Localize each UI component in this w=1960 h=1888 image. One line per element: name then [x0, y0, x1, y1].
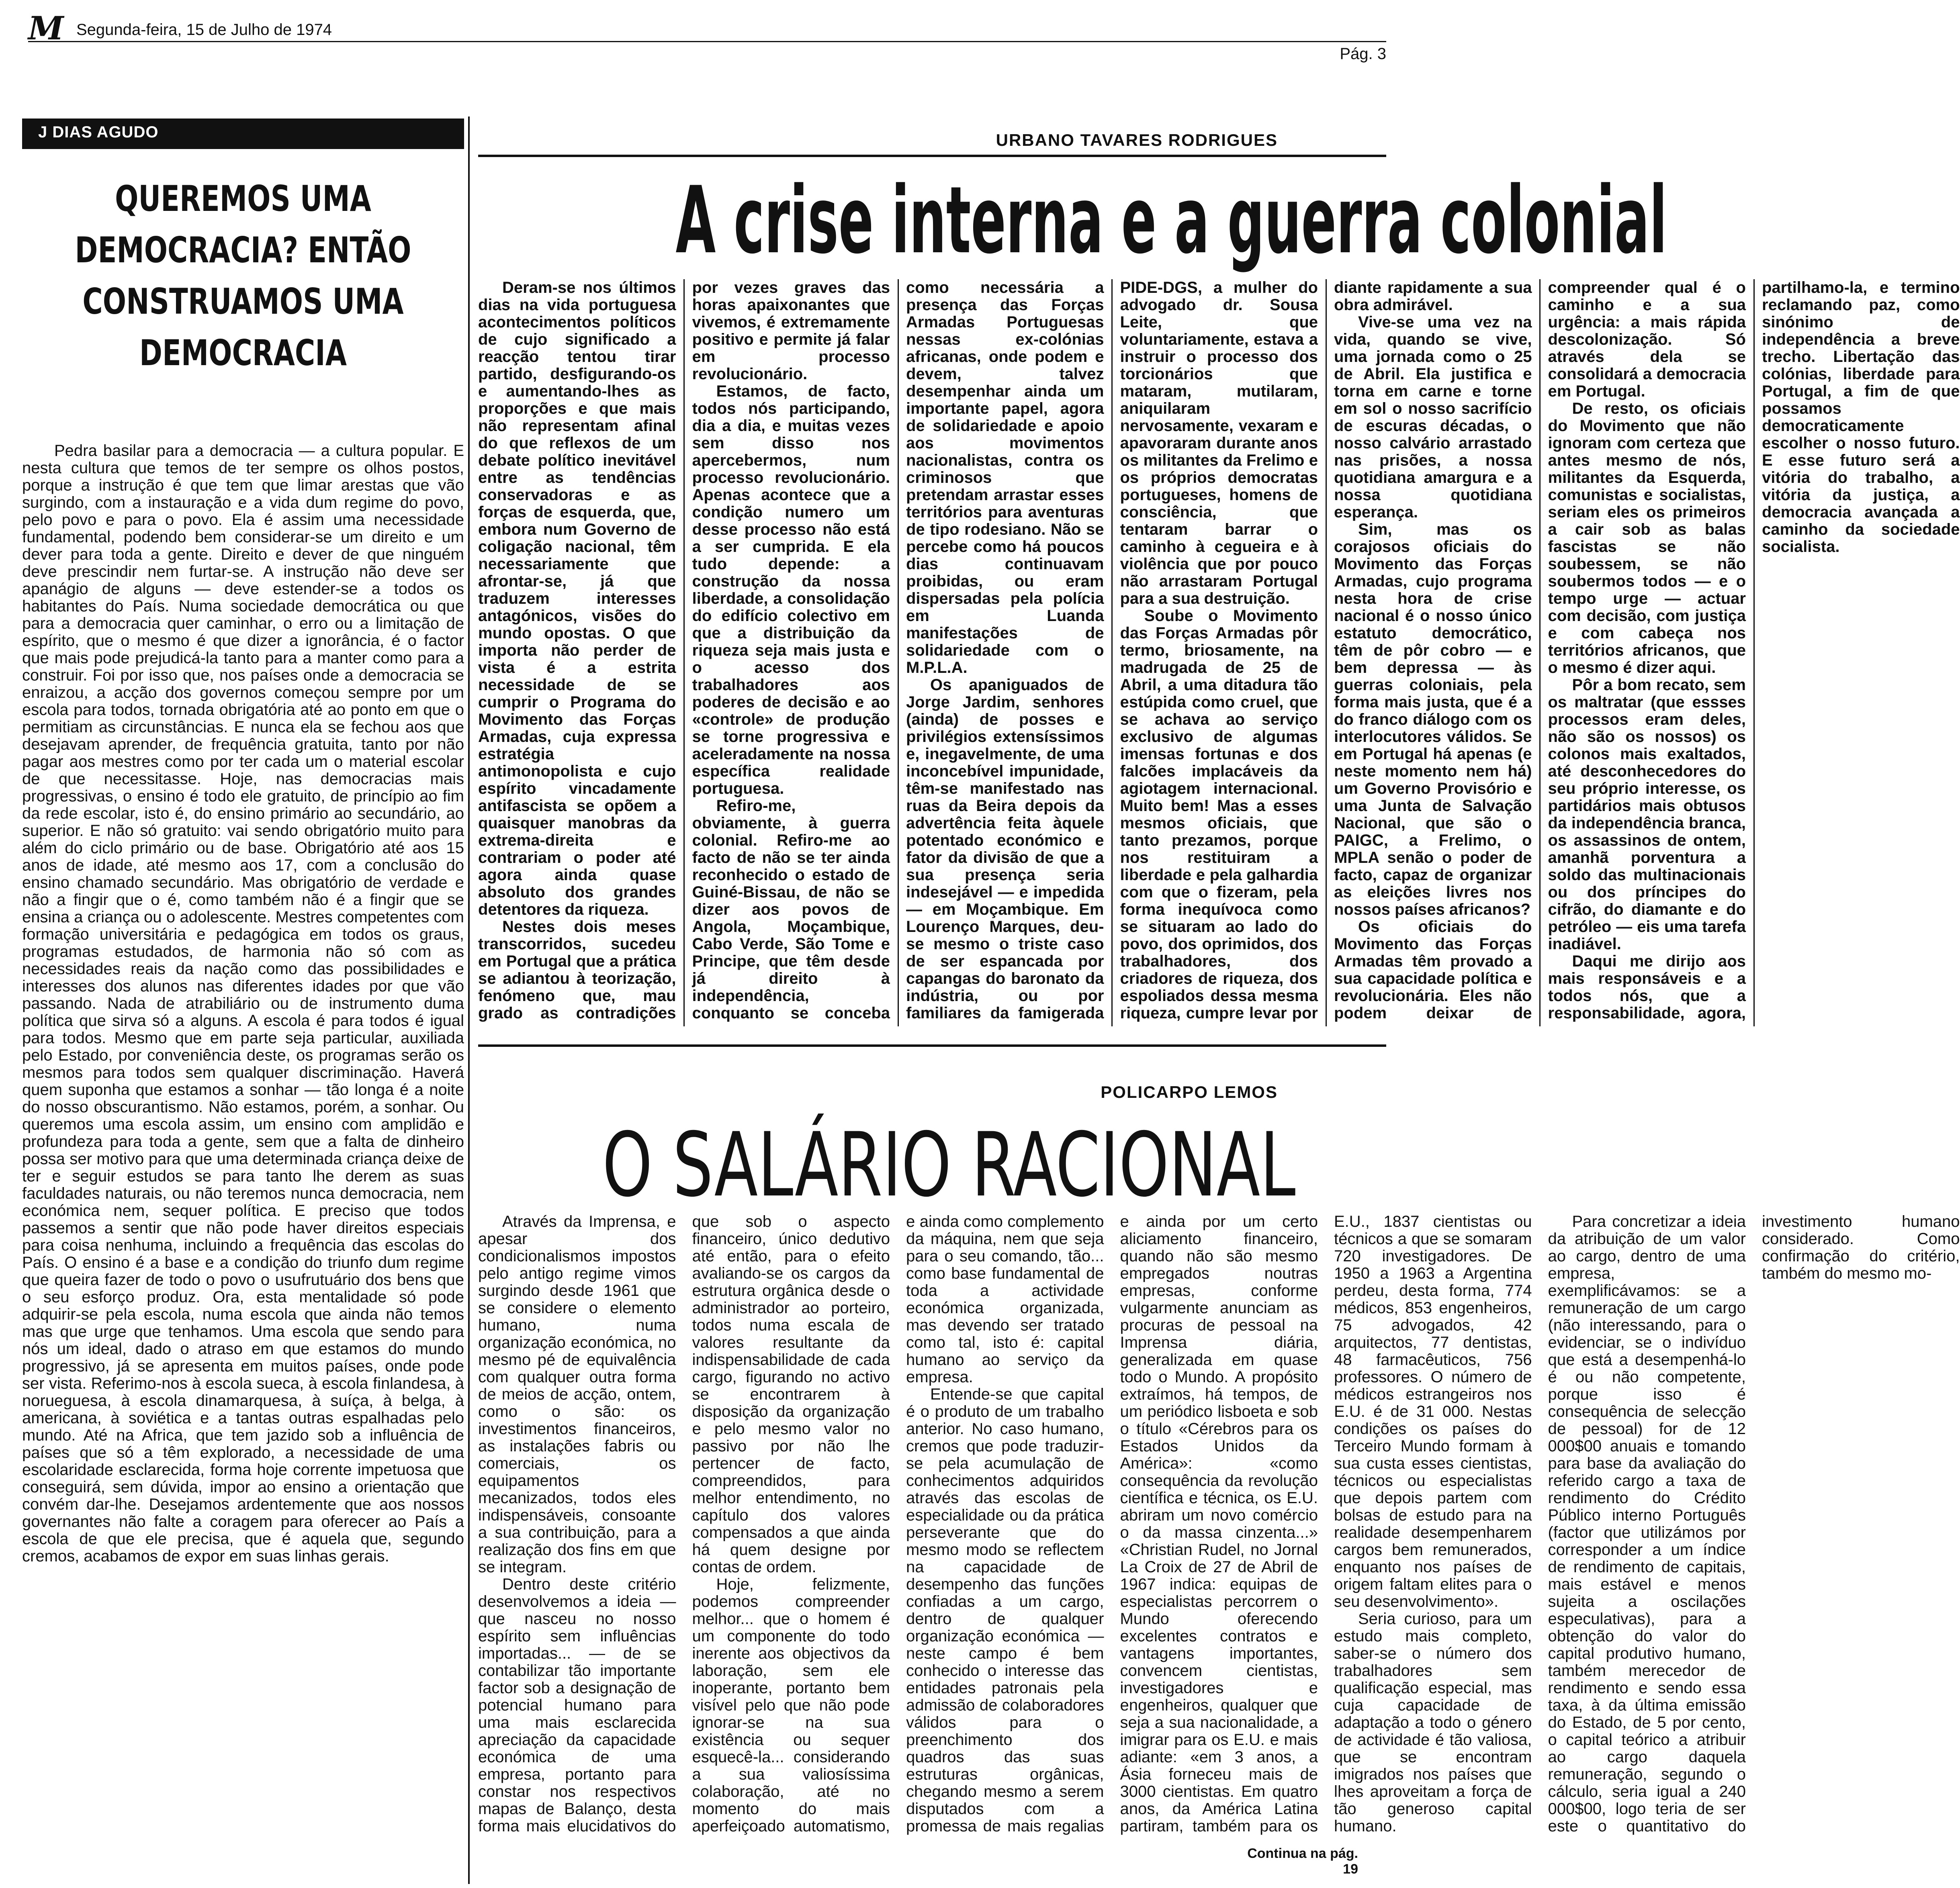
bottom-article-paragraph: Para concretizar a ideia da atribuição de um valor ao cargo, dentro de uma empresa, exemplificávamos: se a remuneração de um cargo (não interessando, para o evidenciar, se o indivíduo que está a desempenhá-lo é ou não competente, porque isso é consequência de selecção de pessoal) for de 12 000$00 anuais e tomando para base da avaliação do referido cargo a taxa de rendimento do Crédito Público interno Português (factor que utilizámos por corresponder a um índice de rendimento de capitais, mais estável e menos sujeita a oscilações especulativas), para a obtenção do valor do capital produtivo humano, também merecedor de rendimento e sendo essa taxa, à da última emissão do Estado, de 5 por cento, o capital teórico a atribuir ao cargo daquela remuneração, segundo o cálculo, seria igual a 240 000$00, logo teria de ser este o quantitativo do investimento humano considerado. Como confirmação do critério, também do mesmo mo-	[1548, 1213, 1960, 1835]
top-article-body	[478, 279, 1960, 1026]
top-article-paragraph: Os oficiais do Movimento das Forças Armadas têm provado a sua capacidade política e revolucionária. Eles não podem deixar de compreender qual é o caminho e a sua urgência: a mais rápida descolonização. Só através dela se consolidará a democracia em Portugal.	[1334, 279, 1746, 1022]
top-article-paragraph: Deram-se nos últimos dias na vida portuguesa acontecimentos políticos de cujo significado a reacção tentou tirar partido, desfigurando-os e aumentando-lhes as proporções e que mais não representam afinal do que reflexos de um debate político inevitável entre as tendências conservadoras e as forças de esquerda, que, embora num Governo de coligação nacional, têm necessariamente que afrontar-se, já que traduzem interesses antagónicos, visões do mundo opostas. O que importa não perder de vista é a estrita necessidade de se cumprir o Programa do Movimento das Forças Armadas, cuja expressa estratégia antimonopolista e cujo espírito vincadamente antifascista se opõem a quaisquer manobras da extrema-direita e contrariam o poder até agora ainda quase absoluto dos grandes detentores da riqueza.	[478, 279, 676, 918]
left-article	[22, 119, 464, 1856]
page-number: Pág. 3	[1340, 45, 1386, 63]
header-rule	[28, 41, 1386, 42]
top-article-paragraph: Os apaniguados de Jorge Jardim, senhores (ainda) de posses e privilégios extensíssimos e, inegavelmente, de uma inconcebível impunidade, têm-se manifestado nas ruas da Beira depois da advertência feita àquele potentado económico e fator da divisão de que a sua presença seria indesejável — e impedida — em Moçambique. Em Lourenço Marques, deu-se mesmo o triste caso de ser espancada por capangas do baronato da indústria, ou por familiares da famigerada PIDE-DGS, a mulher do advogado dr. Sousa Leite, que voluntariamente, estava a instruir o processo dos torcionários que mataram, mutilaram, aniquilaram nervosamente, vexaram e apavoraram durante anos os militantes da Frelimo e os próprios democratas portugueses, homens de consciência, que tentaram barrar o caminho à cegueira e à violência que por pouco não arrastaram Portugal para a sua destruição.	[906, 279, 1318, 1022]
top-article-paragraph: Vive-se uma vez na vida, quando se vive, uma jornada como o 25 de Abril. Ela justifica e torna em carne e torne em sol o nosso sacrifício de escuras décadas, o nosso calvário arrastado nas prisões, a nossa quotidiana amargura e a nossa quotidiana esperança.	[1334, 313, 1532, 521]
left-article-body: Pedra basilar para a democracia — a cultura popular. E nesta cultura que temos de ter sempre os olhos postos, porque a instrução é que tem que limar arestas que vão surgindo, com a instauração e a vida dum regime do povo, pelo povo e para o povo. Ela é assim uma necessidade fundamental, podendo bem considerar-se um direito e um dever para toda a gente. Direito e dever de que ninguém deve prescindir nem furtar-se. A instrução não deve ser apanágio de alguns — deve estender-se a todos os habitantes do País. Numa sociedade democrática ou que para a democracia quer caminhar, o erro ou a limitação de espírito, que o mesmo é que dizer a ignorância, é o factor que mais pode prejudicá-la tanto para a manter como para a construir. Foi por isso que, nos países onde a democracia se enraizou, a acção dos governos começou sempre por um escola para todos, tornada obrigatória até ao ponto em que o permitiam as circunstâncias. E nunca ela se fechou aos que desejavam aprender, de frequência gratuita, tanto por não pagar aos mestres como por ter cada um o material escolar de que necessitasse. Hoje, nas democracias mais progressivas, o ensino é todo ele gratuito, de princípio ao fim da rede escolar, isto é, do ensino primário ao secundário, ao superior. E não só gratuito: vai sendo obrigatório muito para além do ciclo primário ou de base. Obrigatório até aos 15 anos de idade, até mesmo aos 17, com a conclusão do ensino chamado secundário. Mas obrigatório de verdade e não a fingir que o é, como também não é a fingir que se ensina a criança ou o adolescente. Mestres competentes com formação universitária e pedagógica em todos os graus, programas estudados, de harmonia não só com as necessidades reais da nação como das possibilidades e interesses dos alunos nas diferentes idades por que vão passando. Nada de atrabiliário ou de instrumento duma política que sirva só a alguns. A escola é para todos é igual para todos. Mesmo que em parte seja particular, auxiliada pelo Estado, por conveniência deste, os programas serão os mesmos para todos sem qualquer discriminação. Haverá quem suponha que estamos a sonhar — tão longa é a noite do nosso obscurantismo. Não estamos, porém, a sonhar. Ou queremos uma escola assim, um ensino com amplidão e profundeza para toda a gente, sem que a falta de dinheiro possa ser motivo para que uma determinada criança deixe de ter e seguir estudos se para tanto lhe derem as suas faculdades naturais, ou não teremos nunca democracia, nem económica nem, sequer política. E preciso que todos passemos a sentir que não pode haver direitos especiais para coisa nenhuma, incluindo a frequência das escolas do País. O ensino é a base e a condição do triunfo dum regime que queira fazer de todo o povo o usufrutuário dos bens que o seu esforço produz. Ora, esta mentalidade só pode adquirir-se pela escola, numa escola que ainda não temos mas que urge que tenhamos. Uma escola que sendo para nós um ideal, dado o atraso em que estamos do mundo progressivo, já se apresenta em muitos países, onde pode ser vista. Referimo-nos à escola sueca, à escola finlandesa, à norueguesa, à escola dinamarquesa, à suíça, à belga, à americana, à soviética e a tantas outras espalhadas pelo mundo. Até na Africa, que tem jazido sob a influência de países que só a têm explorado, a necessidade de uma escolaridade esclarecida, forma hoje corrente impetuosa que conseguirá, sem dúvida, impor ao ensino a orientação que convém dar-lhe. Desejamos ardentemente que aos nossos governantes não falte a coragem para oferecer ao País a escola de que ele precisa, que é aquela que, segundo cremos, acabamos de expor em suas linhas gerais.	[22, 442, 464, 1565]
bottom-article-headline: O SALÁRIO RACIONAL	[602, 1114, 1296, 1216]
top-article-paragraph: Sim, mas os corajosos oficiais do Movimento das Forças Armadas, cujo programa nesta hora de crise nacional é o nosso único estatuto democrático, têm de pôr cobro — e bem depressa — às guerras coloniais, pela forma mais justa, que é a do franco diálogo com os interlocutores válidos. Se em Portugal há apenas (e neste momento nem há) um Governo Provisório e uma Junta de Salvação Nacional, que são o PAIGC, a Frelimo, o MPLA senão o poder de facto, capaz de organizar as eleições livres nos nossos países africanos?	[1334, 521, 1532, 918]
issue-date: Segunda-feira, 15 de Julho de 1974	[76, 21, 332, 39]
top-article-paragraph: Nestes dois meses transcorridos, sucedeu em Portugal que a prática se adiantou à teorização, fenómeno que, mau grado as contradições por vezes graves das horas apaixonantes que vivemos, é extremamente positivo e permite já falar em processo revolucionário.	[478, 279, 890, 1022]
continued-on-page: Continua na pág. 19	[1247, 1846, 1358, 1877]
bottom-article-paragraph: Entende-se que capital é o produto de um trabalho anterior. No caso humano, cremos que pode traduzir-se pela acumulação de conhecimentos adquiridos através das escolas de especialidade ou da prática perseverante que do mesmo modo se reflectem na capacidade de desempenho das funções confiadas a um cargo, dentro de qualquer organização económica — neste campo é bem conhecido o interesse das entidades patronais pela admissão de colaboradores válidos para o preenchimento dos quadros das suas estruturas orgânicas, chegando mesmo a serem disputados com a promessa de mais regalias e ainda por um certo aliciamento financeiro, quando não são mesmo empregados noutras empresas, conforme vulgarmente anunciam as procuras de pessoal na Imprensa diária, generalizada em quase todo o Mundo. A propósito extraímos, há tempos, de um periódico lisboeta e sob o título «Cérebros para os Estados Unidos da América»: «como consequência da revolução científica e técnica, os E.U. abriram um novo comércio o da massa cinzenta...» «Christian Rudel, no Jornal La Croix de 27 de Abril de 1967 indica: equipas de especialistas percorrem o Mundo oferecendo excelentes contratos e vantagens importantes, convencem cientistas, investigadores e engenheiros, qualquer que seja a sua nacionalidade, a imigrar para os E.U. e mais adiante: «em 3 anos, a Ásia forneceu mais de 3000 cientistas. Em quatro anos, da América Latina partiram, também para os E.U., 1837 cientistas ou técnicos a que se somaram 720 investigadores. De 1950 a 1963 a Argentina perdeu, desta forma, 774 médicos, 853 engenheiros, 75 advogados, 42 arquitectos, 77 dentistas, 48 farmacêuticos, 756 professores. O número de médicos estrangeiros nos E.U. é de 31 000. Nestas condições os países do Terceiro Mundo formam à sua custa esses cientistas, técnicos ou especialistas que depois partem com bolsas de estudo para na realidade desempenharem cargos bem remunerados, enquanto nos países de origem faltam elites para o seu desenvolvimento».	[906, 1213, 1532, 1835]
top-article-paragraph: Estamos, de facto, todos nós participando, dia a dia, e muitas vezes sem disso nos apercebermos, num processo revolucionário. Apenas acontece que a condição numero um desse processo não está a ser cumprida. E ela tudo depende: a construção da nossa liberdade, a consolidação do edifício colectivo em que a distribuição da riqueza seja mais justa e o acesso dos trabalhadores aos poderes de decisão e ao «controle» de produção se torne progressiva e aceleradamente na nossa específica realidade portuguesa.	[692, 382, 890, 797]
bottom-article-paragraph: Seria curioso, para um estudo mais completo, saber-se o número dos trabalhadores sem qualificação especial, mas cuja capacidade de adaptação a todo o género de actividade é tão valiosa, que se encontram imigrados nos países que lhes aproveitam a força de tão generoso capital humano.	[1334, 1610, 1532, 1835]
newspaper-logo: M	[28, 9, 64, 47]
bottom-article-paragraph: Através da Imprensa, e apesar dos condicionalismos impostos pelo antigo regime vimos surgindo desde 1961 que se considere o elemento humano, numa organização económica, no mesmo pé de equivalência com qualquer outra forma de meios de acção, ontem, como o são: os investimentos financeiros, as instalações fabris ou comerciais, os equipamentos mecanizados, todos eles indispensáveis, consoante a sua contribuição, para a realização dos fins em que se integram.	[478, 1213, 676, 1576]
top-article-paragraph: Soube o Movimento das Forças Armadas pôr termo, briosamente, na madrugada de 25 de Abril, a uma ditadura tão estúpida como cruel, que se achava ao serviço exclusivo de algumas imensas fortunas e dos falcões implacáveis da agiotagem internacional. Muito bem! Mas a esses mesmos oficiais, que tanto prezamos, porque nos restituiram a liberdade e pela galhardia com que o fizeram, pela forma inequívoca como se situaram ao lado do povo, dos oprimidos, dos trabalhadores, dos criadores de riqueza, dos espoliados dessa mesma riqueza, cumpre levar por diante rapidamente a sua obra admirável.	[1120, 279, 1532, 1022]
bottom-article-paragraph: Hoje, felizmente, podemos compreender melhor... que o homem é um componente do todo inerente aos objectivos da laboração, sem ele inoperante, portanto bem visível pelo que não pode ignorar-se na sua existência ou sequer esquecê-la... considerando a sua valiosíssima colaboração, até no momento do mais aperfeiçoado automatismo, e ainda como complemento da máquina, nem que seja para o seu comando, tão... como base fundamental de toda a actividade económica organizada, mas devendo ser tratado como tal, isto é: capital humano ao serviço da empresa.	[692, 1213, 1104, 1835]
left-article-headline: QUEREMOS UMA DEMOCRACIA? ENTÃO CONSTRUAMOS UMA DEMOCRACIA	[75, 178, 411, 374]
top-article-paragraph: Refiro-me, obviamente, à guerra colonial. Refiro-me ao facto de não se ter ainda reconhecido o estado de Guiné-Bissau, de não se dizer aos povos de Angola, Moçambique, Cabo Verde, São Tome e Principe, que têm desde já direito à independência, conquanto se conceba como necessária a presença das Forças Armadas Portuguesas nessas ex-colónias africanas, onde podem e devem, talvez desempenhar ainda um importante papel, agora de solidariedade e apoio aos movimentos nacionalistas, contra os criminosos que pretendam arrastar esses territórios para aventuras de tipo rodesiano. Não se percebe como há poucos dias continuavam proibidas, ou eram dispersadas pela polícia em Luanda manifestações de solidariedade com o M.P.L.A.	[692, 279, 1104, 1022]
bottom-article-author: POLICARPO LEMOS	[1101, 1083, 1278, 1101]
top-article-paragraph: De resto, os oficiais do Movimento que não ignoram com certeza que antes mesmo de nós, militantes da Esquerda, comunistas e socialistas, seriam eles os primeiros a cair sob as balas fascistas se não soubessem, se não soubermos todos — e o tempo urge — actuar com decisão, com justiça e com cabeça nos territórios africanos, que o mesmo é dizer aqui.	[1548, 400, 1746, 676]
column-divider	[468, 116, 470, 1884]
bottom-article-body	[478, 1213, 1960, 1844]
bottom-article-paragraph: Dentro deste critério desenvolvemos a ideia — que nasceu no nosso espírito sem influências importadas... — de se contabilizar tão importante factor sob a designação de potencial humano para uma mais esclarecida apreciação da capacidade económica de uma empresa, portanto para constar nos respectivos mapas de Balanço, desta forma mais elucidativos do que sob o aspecto financeiro, único dedutivo até então, para o efeito avaliando-se os cargos da estrutura orgânica desde o administrador ao porteiro, todos numa escala de valores resultante da indispensabilidade de cada cargo, figurando no activo se encontrarem à disposição da organização e pelo mesmo valor no passivo por não lhe pertencer de facto, compreendidos, para melhor entendimento, no capítulo dos valores compensados a que ainda há quem designe por contas de ordem.	[478, 1213, 890, 1835]
top-article-author: URBANO TAVARES RODRIGUES	[996, 131, 1278, 149]
top-article-rule	[478, 155, 1386, 157]
top-article-headline: A crise interna e a guerra colonial	[675, 167, 1667, 274]
top-article-paragraph: Daqui me dirijo aos mais responsáveis e a todos nós, que a responsabilidade, agora, partilhamo-la, e termino reclamando paz, como sinónimo de independência a breve trecho. Libertação das colónias, liberdade para Portugal, a fim de que possamos democraticamente escolher o nosso futuro. E esse futuro será a vitória do trabalho, a vitória da justiça, a democracia avançada a caminho da sociedade socialista.	[1548, 279, 1960, 1022]
top-article-paragraph: Pôr a bom recato, sem os maltratar (que essses processos eram deles, não são os nossos) os colonos mais exaltados, até desconhecedores do seu próprio interesse, os partidários mais obtusos da independência branca, os assassinos de ontem, amanhã porventura a soldo das multinacionais ou dos príncipes do cifrão, do diamante e do petróleo — eis uma tarefa inadiável.	[1548, 676, 1746, 953]
left-article-author: J DIAS AGUDO	[22, 119, 464, 149]
bottom-article-rule	[478, 1044, 1386, 1047]
